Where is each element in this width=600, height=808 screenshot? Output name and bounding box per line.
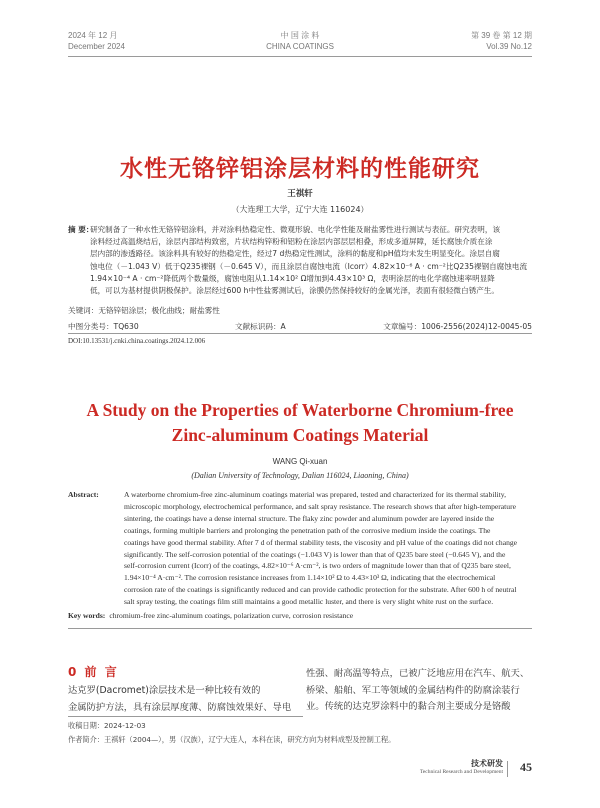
abstract-en-line: microscopic morphology, electrochemical performance, and salt spray resistance. The research shows that after high-temperature — [124, 501, 516, 511]
abstract-en-line: significantly. The self-corrosion potential of the coatings (−1.043 V) is lower than that of Q235 bare steel (−0.645 V), and the — [124, 549, 506, 559]
footer-divider — [507, 761, 508, 777]
author-bio: 作者简介：王祺轩（2004—），男（汉族），辽宁大连人，本科在读，研究方向为材料成型及控制工程。 — [68, 735, 396, 744]
abstract-en — [68, 489, 538, 608]
article-number: 文章编号：1006-2556(2024)12-0045-05 — [383, 322, 532, 331]
journal-name-en: CHINA COATINGS — [266, 42, 334, 51]
volume-issue-cn: 第 39 卷 第 12 期 — [471, 31, 532, 40]
meta-rule — [68, 333, 532, 334]
abstract-en-line: coatings have good thermal stability. After 7 d of thermal stability tests, the viscosity and pH value of the coatings did not change — [124, 537, 518, 547]
footer-section-en: Technical Research and Development — [419, 769, 503, 775]
header-rule — [68, 56, 532, 57]
abstract-cn-label: 摘 要： — [68, 225, 94, 234]
abstract-cn-line: 研究制备了一种水性无铬锌铝涂料，并对涂料热稳定性、微观形貌、电化学性能及耐盐雾性进行测试与表征。研究表明，该 — [90, 225, 501, 234]
abstract-en-line: self-corrosion current (Icorr) of the coatings, 4.82×10⁻⁶ A·cm⁻², is two orders of magnitude lower than that of Q235 bare steel, — [124, 561, 511, 571]
abstract-cn-text — [90, 224, 538, 297]
volume-issue-en: Vol.39 No.12 — [486, 42, 532, 51]
received-date: 收稿日期：2024-12-03 — [68, 721, 146, 730]
body-line: 达克罗(Dacromet)涂层技术是一种比较有效的 — [68, 685, 261, 696]
header-right — [471, 30, 532, 52]
body-line: 金属防护方法，具有涂层厚度薄、防腐蚀效果好、导电 — [68, 701, 292, 713]
keywords-en-label: Key words: — [68, 611, 106, 620]
abstract-en-line: 1.94×10⁻⁴ A·cm⁻². The corrosion resistance increases from 1.14×10² Ω to 4.43×10³ Ω, indicating that the electrochemical — [124, 573, 496, 583]
affiliation-en: (Dalian University of Technology, Dalian 116024, Liaoning, China) — [191, 471, 409, 480]
document-code: 文献标识码：A — [235, 322, 286, 331]
author-cn: 王祺轩 — [287, 189, 313, 199]
abstract-en-line: salt spray testing, the coatings film still maintains a good metallic luster, and there is very slight white rust on the surface. — [124, 597, 494, 607]
abstract-cn-line: 蚀电位（－1.043 V）低于Q235裸钢（－0.645 V），而且涂层自腐蚀电流（Icorr）4.82×10⁻⁶ A · cm⁻²比Q235裸钢自腐蚀电流 — [90, 261, 528, 271]
title-en-line: Zinc-aluminum Coatings Material — [171, 425, 429, 445]
keywords-en-text: chromium-free zinc-aluminum coatings, polarization curve, corrosion resistance — [109, 611, 354, 620]
footnote-rule — [68, 716, 303, 717]
body-line: 桥梁、船舶、军工等领域的金属结构件的防腐涂装行 — [306, 684, 520, 696]
doi: DOI:10.13531/j.cnki.china.coatings.2024.12.006 — [68, 337, 206, 345]
abstract-cn-line: 层内部的渗透路径。该涂料具有较好的热稳定性，经过7 d热稳定性测试，涂料的黏度和pH值均未发生明显变化。涂层自腐 — [90, 249, 500, 259]
abstract-cn-line: 1.94×10⁻⁴ A · cm⁻²降低两个数量级，腐蚀电阻从1.14×10² Ω增加到4.43×10³ Ω，表明涂层的电化学腐蚀速率明显降 — [90, 273, 495, 283]
header-date-cn: 2024 年 12 月 — [68, 31, 118, 40]
abstract-en-line: A waterborne chromium-free zinc-aluminum coatings material was prepared, tested and characterized for its thermal stability, — [124, 490, 506, 499]
class-number: 中图分类号：TQ630 — [68, 322, 139, 331]
abstract-en-line: corrosion rate of the coatings is significantly reduced and can provide cathodic protection for the substrate. After 600 h of neutral — [124, 585, 517, 595]
abstract-cn-line: 低，可以为基材提供阴极保护。涂层经过600 h中性盐雾测试后，涂膜仍然保持较好的金属光泽，表面有很轻微白锈产生。 — [90, 286, 499, 296]
keywords-cn: 关键词：无铬锌铝涂层；极化曲线；耐盐雾性 — [68, 306, 220, 315]
section-heading: 0 前 言 — [68, 665, 119, 679]
affiliation-cn: （大连理工大学，辽宁大连 116024） — [231, 205, 369, 214]
abstract-en-line: coatings, forming multiple barriers and prolonging the penetration path of the corrosive medium inside the coatings. The — [124, 525, 491, 535]
header-date-en: December 2024 — [68, 42, 125, 51]
abstract-en-label: Abstract: — [68, 490, 99, 499]
footer-section-cn: 技术研发 — [471, 759, 503, 768]
body-column-right — [306, 666, 532, 716]
page-number: 45 — [520, 760, 532, 774]
body-line: 性强、耐高温等特点，已被广泛地应用在汽车、航天、 — [306, 668, 530, 679]
abstract-en-line: sintering, the coatings have a dense internal structure. The flaky zinc powder and aluminum powder are layered inside the — [124, 513, 495, 523]
body-line: 业。传统的达克罗涂料中的黏合剂主要成分是铬酸 — [306, 701, 511, 712]
title-en-line: A Study on the Properties of Waterborne Chromium-free — [86, 400, 514, 420]
author-en: WANG Qi-xuan — [272, 457, 328, 466]
keywords-en — [68, 611, 353, 620]
abstract-en-text — [124, 489, 538, 608]
paper-title-en — [0, 398, 600, 448]
abstract-cn-line: 涂料经过高温烧结后，涂层内部结构致密，片状结构锌粉和铝粉在涂层内部层层相叠，形成多道屏障，延长腐蚀介质在涂 — [90, 237, 493, 247]
footer-section — [420, 758, 503, 775]
abstract-rule — [68, 628, 532, 629]
body-column-left — [68, 683, 294, 716]
abstract-cn — [68, 224, 538, 297]
journal-name-cn: 中 国 涂 料 — [280, 31, 320, 40]
paper-title-cn: 水性无铬锌铝涂层材料的性能研究 — [120, 156, 480, 182]
